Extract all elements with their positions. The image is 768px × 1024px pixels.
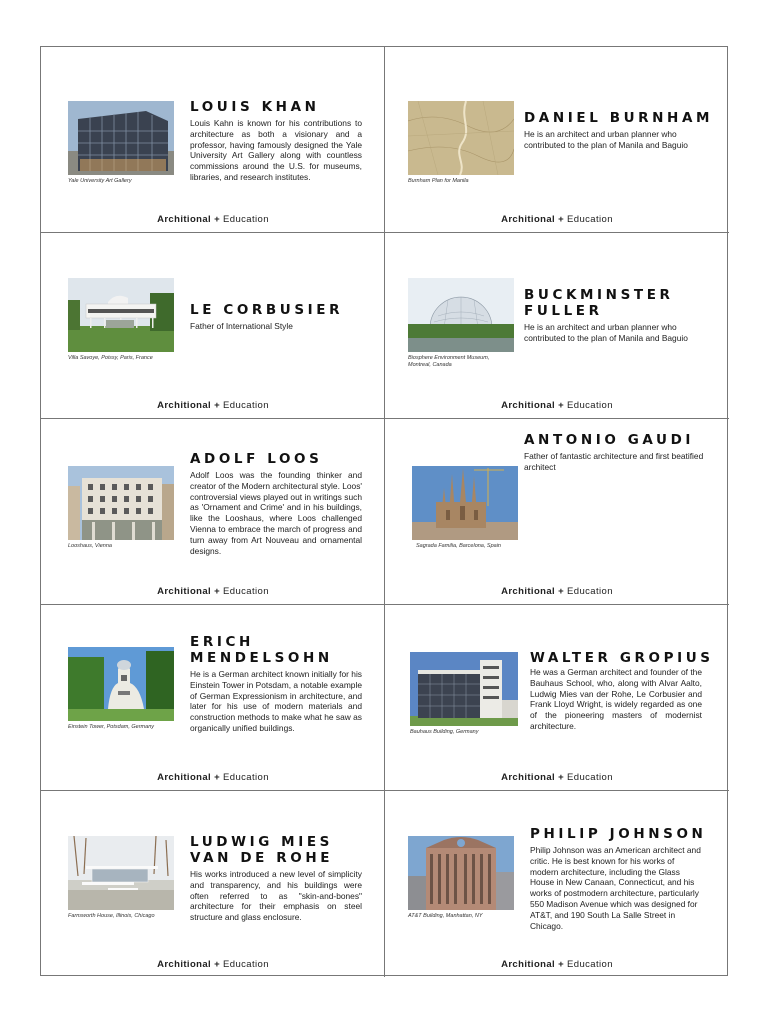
architect-card [41, 419, 385, 605]
architect-bio: Adolf Loos was the founding thinker and creator of the Modern architectural style. Loos' controversial views played out in writings such as 'Ornament and Crime' and in his buildings, like the Looshaus, where Loos challenged Vienna to embrace the march of progress and turn away from Art Nouveau and ornamental designs. [190, 470, 362, 556]
building-photo [68, 278, 174, 352]
architect-card [41, 605, 385, 791]
architect-name: LE CORBUSIER [190, 302, 344, 318]
card-footer [41, 959, 385, 970]
brand-name: Architional [501, 400, 556, 411]
brand-tagline: Education [223, 586, 269, 597]
architect-name: ERICH MENDELSOHN [190, 634, 333, 666]
brand-name: Architional [157, 959, 212, 970]
architect-name: ADOLF LOOS [190, 451, 323, 467]
architect-card [385, 605, 729, 791]
photo-caption: AT&T Building, Manhattan, NY [408, 913, 483, 919]
brand-plus: + [214, 586, 221, 597]
architect-card [41, 233, 385, 419]
card-footer [41, 400, 385, 411]
architect-card [385, 419, 729, 605]
brand-plus: + [558, 586, 565, 597]
photo-caption: Burnham Plan for Manila [408, 178, 469, 184]
brand-name: Architional [501, 214, 556, 225]
architect-card [41, 791, 385, 977]
photo-caption: Einstein Tower, Potsdam, Germany [68, 724, 155, 730]
brand-tagline: Education [223, 772, 269, 783]
brand-tagline: Education [567, 586, 613, 597]
brand-name: Architional [157, 772, 212, 783]
brand-plus: + [558, 959, 565, 970]
architect-card-sheet [40, 46, 728, 976]
brand-plus: + [214, 772, 221, 783]
architect-name: BUCKMINSTER FULLER [524, 287, 674, 319]
brand-plus: + [214, 400, 221, 411]
building-photo [410, 652, 518, 726]
card-footer [41, 214, 385, 225]
brand-tagline: Education [223, 400, 269, 411]
photo-caption: Villa Savoye, Poissy, Paris, France [68, 355, 153, 361]
brand-name: Architional [501, 772, 556, 783]
building-photo [68, 647, 174, 721]
brand-plus: + [558, 214, 565, 225]
card-footer [41, 772, 385, 783]
photo-caption: Looshaus, Vienna [68, 543, 112, 549]
brand-tagline: Education [567, 959, 613, 970]
photo-caption: Bauhaus Building, Germany [410, 729, 479, 735]
architect-card [41, 47, 385, 233]
architect-name: PHILIP JOHNSON [530, 826, 707, 842]
card-footer [385, 400, 729, 411]
brand-name: Architional [157, 214, 212, 225]
building-photo [408, 836, 514, 910]
building-photo [412, 466, 518, 540]
architect-bio: Philip Johnson was an American architect and critic. He is best known for his works of modern architecture, including the Glass House in New Canaan, Connecticut, and his works of postmodern architecture, particularly 550 Madison Avenue which was designed for AT&T, and 190 South La Salle Street in Chicago. [530, 845, 701, 931]
architect-bio: He is an architect and urban planner who contributed to the plan of Manila and Baguio [524, 129, 688, 150]
brand-plus: + [558, 400, 565, 411]
photo-caption: Farnsworth House, Illinois, Chicago [68, 913, 155, 919]
building-photo [68, 466, 174, 540]
card-footer [41, 586, 385, 597]
card-footer [385, 214, 729, 225]
architect-name: LUDWIG MIES VAN DE ROHE [190, 834, 334, 866]
photo-caption: Yale University Art Gallery [68, 178, 132, 184]
architect-bio: Louis Kahn is known for his contributions to architecture as both a visionary and a professor, having famously designed the Yale University Art Gallery along with countless commissions around the U.S. for museums, libraries, and research institutes. [190, 118, 362, 182]
photo-caption: Biosphere Environment Museum, Montreal, Canada [408, 355, 490, 368]
card-footer [385, 959, 729, 970]
architect-bio: He was a German architect and founder of the Bauhaus School, who, along with Alvar Aalto, Ludwig Mies van der Rohe, Le Corbusier and Frank Lloyd Wright, is widely regarded as one of the pioneering masters of modernist architecture. [530, 667, 702, 731]
architect-bio: His works introduced a new level of simplicity and transparency, and his buildings were often referred to as "skin-and-bones" architecture for their emphasis on steel structure and glass enclosure. [190, 869, 362, 923]
architect-bio: He is a German architect known initially for his Einstein Tower in Potsdam, a notable example of German Expressionism in architecture, and later for his use of modern materials and construction methods to make what he saw as organically unified buildings. [190, 669, 362, 733]
building-photo [408, 278, 514, 352]
architect-card [385, 791, 729, 977]
architect-card [385, 47, 729, 233]
brand-plus: + [558, 772, 565, 783]
brand-name: Architional [501, 959, 556, 970]
building-photo [68, 836, 174, 910]
map-image [408, 101, 514, 175]
architect-bio: Father of fantastic architecture and first beatified architect [524, 451, 704, 472]
architect-card [385, 233, 729, 419]
architect-name: LOUIS KHAN [190, 99, 320, 115]
brand-tagline: Education [567, 214, 613, 225]
architect-name: ANTONIO GAUDI [524, 432, 695, 448]
architect-name: WALTER GROPIUS [530, 650, 714, 666]
brand-plus: + [214, 959, 221, 970]
architect-bio: He is an architect and urban planner who contributed to the plan of Manila and Baguio [524, 322, 688, 343]
architect-bio: Father of International Style [190, 321, 293, 331]
brand-name: Architional [501, 586, 556, 597]
brand-tagline: Education [567, 400, 613, 411]
building-photo [68, 101, 174, 175]
photo-caption: Sagrada Familia, Barcelona, Spain [416, 543, 501, 549]
brand-name: Architional [157, 586, 212, 597]
architect-name: DANIEL BURNHAM [524, 110, 714, 126]
brand-name: Architional [157, 400, 212, 411]
brand-tagline: Education [567, 772, 613, 783]
brand-tagline: Education [223, 214, 269, 225]
brand-tagline: Education [223, 959, 269, 970]
card-footer [385, 586, 729, 597]
brand-plus: + [214, 214, 221, 225]
card-footer [385, 772, 729, 783]
